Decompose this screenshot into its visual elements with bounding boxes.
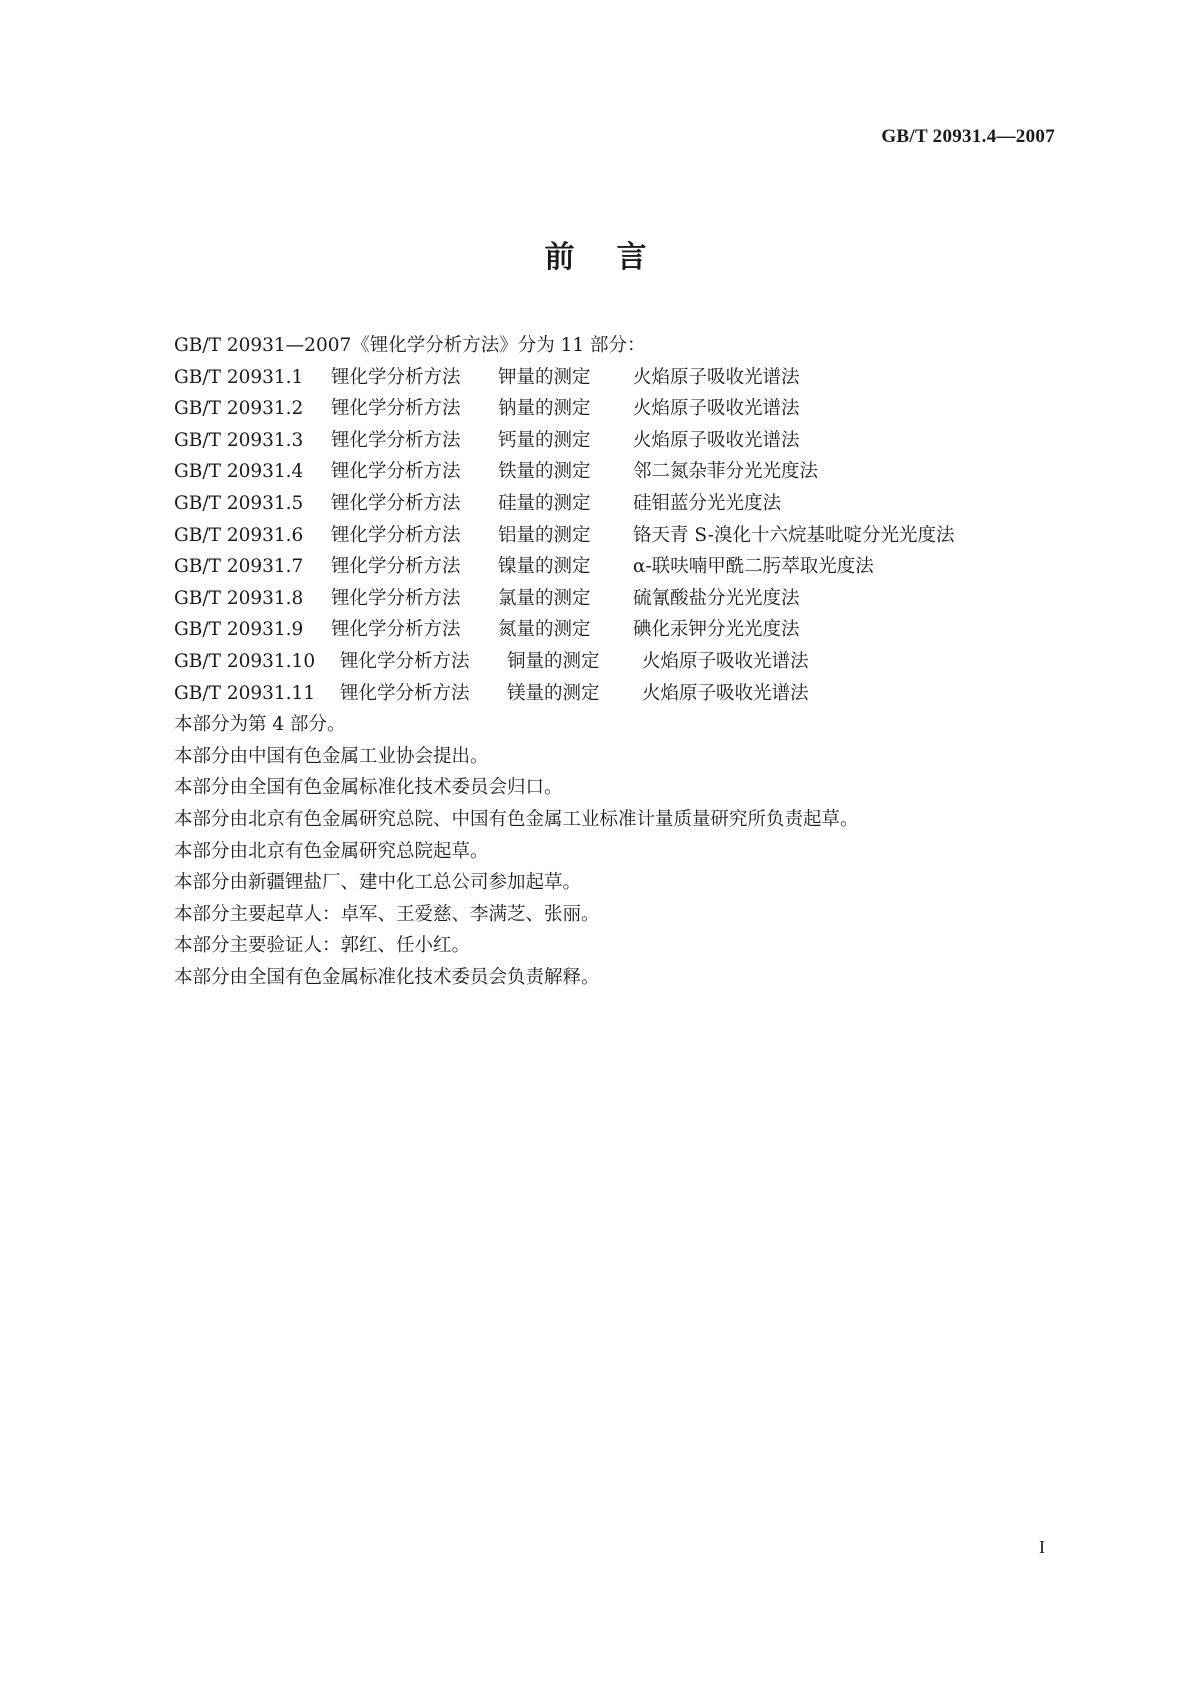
part-method: 硫氰酸盐分光光度法 (633, 587, 800, 609)
statement-line: 本部分主要起草人：卓军、王爱慈、李满芝、张丽。 (174, 903, 600, 925)
part-series: 锂化学分析方法 (331, 524, 461, 546)
statement-line: 本部分由中国有色金属工业协会提出。 (174, 745, 489, 767)
part-method: 火焰原子吸收光谱法 (642, 682, 809, 704)
part-code: GB/T 20931.4 (174, 461, 304, 483)
part-series: 锂化学分析方法 (340, 650, 470, 672)
part-code: GB/T 20931.6 (174, 524, 304, 546)
part-element: 钙量的测定 (498, 429, 591, 451)
part-series: 锂化学分析方法 (331, 429, 461, 451)
statement-line: 本部分由北京有色金属研究总院起草。 (174, 840, 489, 862)
part-element: 钠量的测定 (498, 398, 591, 420)
part-method: 邻二氮杂菲分光光度法 (633, 461, 819, 483)
page-number: I (1039, 1537, 1045, 1557)
part-code: GB/T 20931.10 (174, 650, 316, 672)
parts-list (174, 362, 1054, 710)
part-code: GB/T 20931.11 (174, 682, 316, 704)
part-method: 火焰原子吸收光谱法 (633, 429, 800, 451)
part-method: 火焰原子吸收光谱法 (642, 650, 809, 672)
statement-line: 本部分由全国有色金属标准化技术委员会归口。 (174, 777, 563, 799)
part-series: 锂化学分析方法 (331, 556, 461, 578)
list-item (174, 362, 1054, 394)
part-series: 锂化学分析方法 (331, 461, 461, 483)
part-method: 硅钼蓝分光光度法 (633, 492, 782, 514)
list-item (174, 488, 1054, 520)
part-series: 锂化学分析方法 (340, 682, 470, 704)
statement-line: 本部分由全国有色金属标准化技术委员会负责解释。 (174, 966, 600, 988)
part-method: 铬天青 S-溴化十六烷基吡啶分光光度法 (633, 524, 955, 546)
standard-number: GB/T 20931.4—2007 (881, 126, 1055, 147)
list-item (174, 646, 1054, 678)
part-code: GB/T 20931.9 (174, 619, 304, 641)
part-element: 氯量的测定 (498, 587, 591, 609)
part-series: 锂化学分析方法 (331, 587, 461, 609)
part-method: 火焰原子吸收光谱法 (633, 366, 800, 388)
part-element: 镍量的测定 (498, 556, 591, 578)
part-code: GB/T 20931.2 (174, 398, 304, 420)
part-method: 火焰原子吸收光谱法 (633, 398, 800, 420)
list-item (174, 393, 1054, 425)
part-method: α-联呋喃甲酰二肟萃取光度法 (633, 556, 874, 578)
list-item (174, 425, 1054, 457)
page-title: 前言 (544, 240, 689, 275)
part-series: 锂化学分析方法 (331, 619, 461, 641)
part-element: 铁量的测定 (498, 461, 591, 483)
part-code: GB/T 20931.5 (174, 492, 304, 514)
part-method: 碘化汞钾分光光度法 (633, 619, 800, 641)
foreword-body (174, 330, 1054, 993)
list-item (174, 551, 1054, 583)
part-series: 锂化学分析方法 (331, 398, 461, 420)
part-element: 铝量的测定 (498, 524, 591, 546)
statement-line: 本部分主要验证人：郭红、任小红。 (174, 935, 471, 957)
part-series: 锂化学分析方法 (331, 492, 461, 514)
list-item (174, 520, 1054, 552)
part-code: GB/T 20931.1 (174, 366, 304, 388)
statement-line: 本部分为第 4 部分。 (174, 714, 346, 736)
part-element: 铜量的测定 (507, 650, 600, 672)
part-element: 硅量的测定 (498, 492, 591, 514)
intro-line: GB/T 20931—2007《锂化学分析方法》分为 11 部分： (174, 335, 646, 356)
part-element: 氮量的测定 (498, 619, 591, 641)
part-element: 镁量的测定 (507, 682, 600, 704)
statement-line: 本部分由北京有色金属研究总院、中国有色金属工业标准计量质量研究所负责起草。 (174, 808, 859, 830)
part-code: GB/T 20931.3 (174, 429, 304, 451)
list-item (174, 614, 1054, 646)
list-item (174, 583, 1054, 615)
list-item (174, 678, 1054, 710)
part-element: 钾量的测定 (498, 366, 591, 388)
part-series: 锂化学分析方法 (331, 366, 461, 388)
part-code: GB/T 20931.8 (174, 587, 304, 609)
part-code: GB/T 20931.7 (174, 556, 304, 578)
statement-line: 本部分由新疆锂盐厂、建中化工总公司参加起草。 (174, 872, 582, 894)
list-item (174, 456, 1054, 488)
